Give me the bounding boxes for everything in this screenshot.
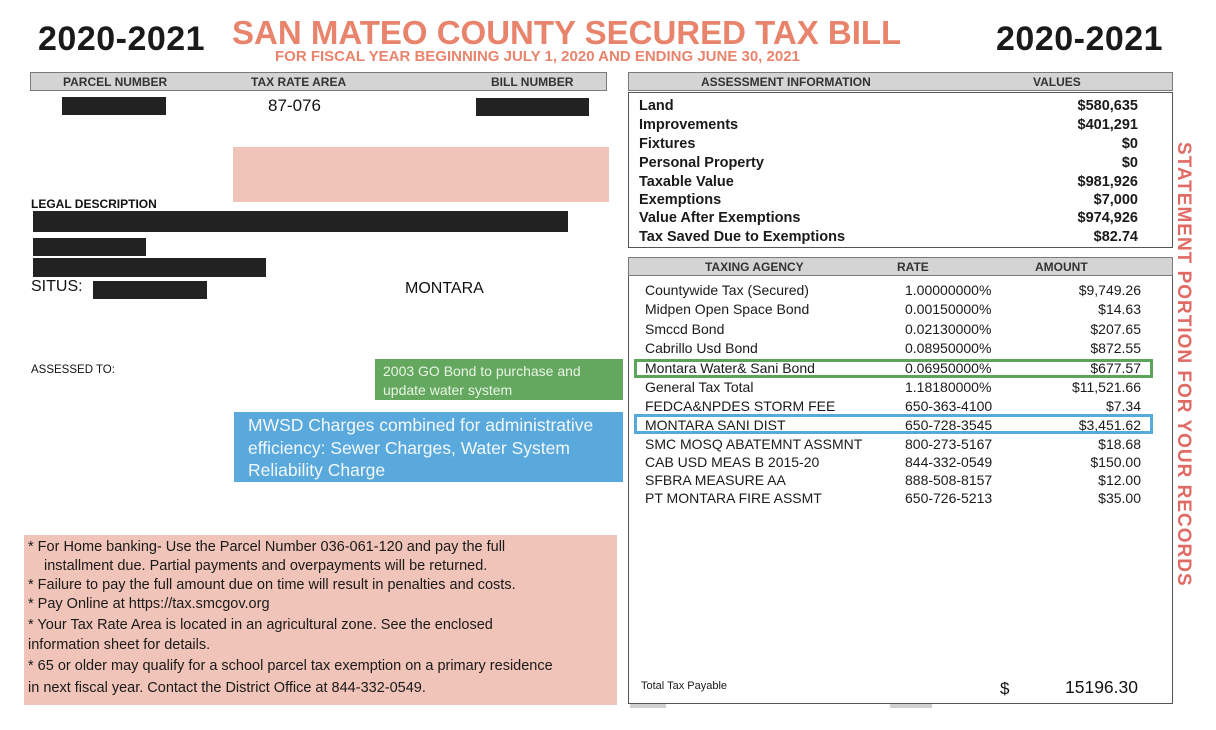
- bottom-tab-mid: [890, 704, 932, 708]
- assessment-header-bar: [628, 72, 1173, 91]
- assessment-row: Improvements $401,291: [639, 117, 1138, 133]
- rate-label: RATE: [897, 260, 929, 274]
- assessment-row: Value After Exemptions $974,926: [639, 210, 1138, 226]
- notes-box: [24, 535, 617, 705]
- bill-number-label: BILL NUMBER: [491, 75, 574, 89]
- bill-title: SAN MATEO COUNTY SECURED TAX BILL: [232, 14, 902, 51]
- situs-label: SITUS:: [31, 278, 83, 295]
- note-penalties: * Failure to pay the full amount due on time will result in penalties and costs.: [28, 577, 516, 593]
- note-home-banking-cont: installment due. Partial payments and overpayments will be returned.: [44, 558, 488, 574]
- note-senior-exemption-cont: in next fiscal year. Contact the District Office at 844-332-0549.: [28, 680, 426, 696]
- table-row: SFBRA MEASURE AA 888-508-8157 $12.00: [645, 472, 1141, 488]
- table-row: Cabrillo Usd Bond 0.08950000% $872.55: [645, 340, 1141, 356]
- mwsd-callout: MWSD Charges combined for administrative efficiency: Sewer Charges, Water System Reliability Charge: [234, 412, 623, 482]
- table-row: SMC MOSQ ABATEMNT ASSMNT 800-273-5167 $18.68: [645, 436, 1141, 452]
- note-agricultural-zone-cont: information sheet for details.: [28, 637, 211, 653]
- note-senior-exemption: * 65 or older may qualify for a school parcel tax exemption on a primary residence: [28, 658, 553, 674]
- go-bond-callout: 2003 GO Bond to purchase and update water system: [375, 359, 623, 400]
- redacted-legal-line-2: [33, 238, 146, 256]
- redacted-parcel-number: [62, 97, 166, 115]
- note-home-banking: * For Home banking- Use the Parcel Number 036-061-120 and pay the full: [28, 539, 506, 555]
- table-row: FEDCA&NPDES STORM FEE 650-363-4100 $7.34: [645, 398, 1141, 414]
- assessment-row: Tax Saved Due to Exemptions $82.74: [639, 229, 1138, 245]
- total-tax-label: Total Tax Payable: [641, 680, 728, 692]
- assessed-to-label: ASSESSED TO:: [31, 364, 115, 376]
- amount-label: AMOUNT: [1035, 260, 1088, 274]
- note-pay-online: * Pay Online at https://tax.smcgov.org: [28, 596, 270, 612]
- bill-subtitle: FOR FISCAL YEAR BEGINNING JULY 1, 2020 AND ENDING JUNE 30, 2021: [275, 48, 800, 65]
- table-row: Countywide Tax (Secured) 1.00000000% $9,749.26: [645, 282, 1141, 298]
- parcel-number-label: PARCEL NUMBER: [63, 75, 168, 89]
- statement-side-text: STATEMENT PORTION FOR YOUR RECORDS: [1173, 142, 1194, 587]
- assessment-row: Exemptions $7,000: [639, 192, 1138, 208]
- table-row: General Tax Total 1.18180000% $11,521.66: [645, 379, 1141, 395]
- table-row: Midpen Open Space Bond 0.00150000% $14.63: [645, 301, 1141, 317]
- bottom-tab-left: [630, 704, 666, 708]
- redacted-bill-number: [476, 98, 589, 116]
- assessment-row: Taxable Value $981,926: [639, 174, 1138, 190]
- assessment-row: Personal Property $0: [639, 155, 1138, 171]
- assessment-info-label: ASSESSMENT INFORMATION: [701, 75, 871, 89]
- redacted-legal-line-3: [33, 258, 266, 277]
- assessment-row: Fixtures $0: [639, 136, 1138, 152]
- legal-description-label: LEGAL DESCRIPTION: [31, 197, 157, 211]
- total-currency: $: [1000, 679, 1010, 698]
- redacted-situs-address: [93, 281, 207, 299]
- total-tax-amount: 15196.30: [1065, 677, 1138, 697]
- green-highlight-box: [634, 359, 1153, 378]
- tax-rate-area-label: TAX RATE AREA: [251, 75, 347, 89]
- fiscal-year-left: 2020-2021: [38, 20, 206, 58]
- fiscal-year-right: 2020-2021: [996, 20, 1164, 58]
- parcel-header-bar: [30, 72, 607, 91]
- note-agricultural-zone: * Your Tax Rate Area is located in an agricultural zone. See the enclosed: [28, 617, 493, 633]
- taxing-agency-label: TAXING AGENCY: [705, 260, 804, 274]
- situs-city: MONTARA: [405, 280, 484, 297]
- table-row: CAB USD MEAS B 2015-20 844-332-0549 $150.00: [645, 454, 1141, 470]
- blue-highlight-box: [634, 414, 1153, 434]
- assessment-table: [628, 92, 1173, 248]
- table-row: Montara Water& Sani Bond 0.06950000% $677.57: [645, 360, 1141, 376]
- redacted-legal-description: [33, 211, 568, 232]
- taxing-header-bar: [628, 257, 1173, 276]
- table-row: PT MONTARA FIRE ASSMT 650-726-5213 $35.00: [645, 490, 1141, 506]
- values-label: VALUES: [1033, 75, 1081, 89]
- table-row: MONTARA SANI DIST 650-728-3545 $3,451.62: [645, 417, 1141, 433]
- table-row: Smccd Bond 0.02130000% $207.65: [645, 321, 1141, 337]
- assessment-row: Land $580,635: [639, 98, 1138, 114]
- taxing-table: [628, 276, 1173, 704]
- highlight-box: [233, 147, 609, 202]
- tax-rate-area-value: 87-076: [268, 96, 321, 115]
